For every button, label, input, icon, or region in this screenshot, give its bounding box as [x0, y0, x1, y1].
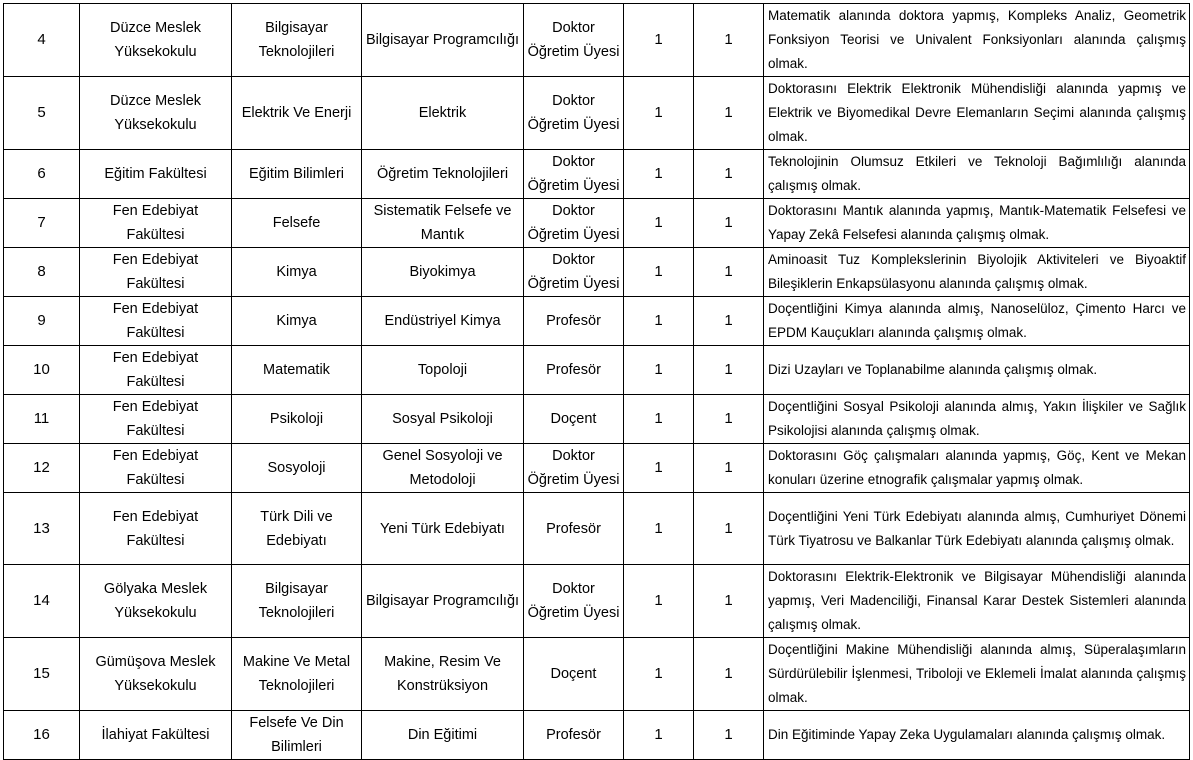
table-row [4, 199, 1190, 248]
department-name: Felsefe [232, 199, 362, 248]
position-count: 1 [694, 444, 764, 493]
table-row [4, 297, 1190, 346]
program-name: Bilgisayar Programcılığı [362, 4, 524, 77]
table-row [4, 346, 1190, 395]
table-row [4, 150, 1190, 199]
position-count: 1 [694, 346, 764, 395]
position-count: 1 [694, 493, 764, 565]
program-name: Sosyal Psikoloji [362, 395, 524, 444]
table-row [4, 77, 1190, 150]
row-number: 8 [4, 248, 80, 297]
table-body [4, 4, 1190, 760]
row-number: 5 [4, 77, 80, 150]
position-count: 1 [624, 297, 694, 346]
position-count: 1 [694, 199, 764, 248]
program-name: Endüstriyel Kimya [362, 297, 524, 346]
academic-title: Doktor Öğretim Üyesi [524, 248, 624, 297]
position-count: 1 [624, 199, 694, 248]
program-name: Öğretim Teknolojileri [362, 150, 524, 199]
row-number: 11 [4, 395, 80, 444]
position-count: 1 [694, 77, 764, 150]
department-name: Kimya [232, 297, 362, 346]
position-count: 1 [694, 395, 764, 444]
requirement-text: Doçentliğini Makine Mühendisliği alanında almış, Süperalaşımların Sürdürülebilir İşlenmesi, Triboloji ve Eklemeli İmalat alanında çalışmış olmak. [764, 638, 1190, 711]
position-count: 1 [694, 565, 764, 638]
position-count: 1 [624, 638, 694, 711]
department-name: Bilgisayar Teknolojileri [232, 565, 362, 638]
position-count: 1 [624, 346, 694, 395]
department-name: Türk Dili ve Edebiyatı [232, 493, 362, 565]
academic-title: Doktor Öğretim Üyesi [524, 4, 624, 77]
unit-name: Gümüşova Meslek Yüksekokulu [80, 638, 232, 711]
department-name: Felsefe Ve Din Bilimleri [232, 711, 362, 760]
position-count: 1 [694, 248, 764, 297]
department-name: Psikoloji [232, 395, 362, 444]
requirement-text: Teknolojinin Olumsuz Etkileri ve Teknoloji Bağımlılığı alanında çalışmış olmak. [764, 150, 1190, 199]
position-count: 1 [624, 565, 694, 638]
department-name: Kimya [232, 248, 362, 297]
department-name: Sosyoloji [232, 444, 362, 493]
department-name: Eğitim Bilimleri [232, 150, 362, 199]
unit-name: İlahiyat Fakültesi [80, 711, 232, 760]
unit-name: Gölyaka Meslek Yüksekokulu [80, 565, 232, 638]
requirement-text: Dizi Uzayları ve Toplanabilme alanında çalışmış olmak. [764, 346, 1190, 395]
academic-title: Doktor Öğretim Üyesi [524, 150, 624, 199]
row-number: 4 [4, 4, 80, 77]
requirement-text: Doktorasını Elektrik-Elektronik ve Bilgisayar Mühendisliği alanında yapmış, Veri Madenciliği, Finansal Karar Destek Sistemleri alanında çalışmış olmak. [764, 565, 1190, 638]
unit-name: Fen Edebiyat Fakültesi [80, 444, 232, 493]
requirement-text: Doçentliğini Kimya alanında almış, Nanoselüloz, Çimento Harcı ve EPDM Kauçukları alanında çalışmış olmak. [764, 297, 1190, 346]
position-count: 1 [694, 638, 764, 711]
unit-name: Fen Edebiyat Fakültesi [80, 395, 232, 444]
academic-title: Doçent [524, 395, 624, 444]
unit-name: Düzce Meslek Yüksekokulu [80, 4, 232, 77]
department-name: Elektrik Ve Enerji [232, 77, 362, 150]
program-name: Din Eğitimi [362, 711, 524, 760]
academic-title: Doktor Öğretim Üyesi [524, 199, 624, 248]
position-count: 1 [624, 711, 694, 760]
table-row [4, 638, 1190, 711]
table-row [4, 711, 1190, 760]
position-count: 1 [624, 77, 694, 150]
table-row [4, 395, 1190, 444]
academic-title: Doktor Öğretim Üyesi [524, 565, 624, 638]
row-number: 14 [4, 565, 80, 638]
row-number: 15 [4, 638, 80, 711]
requirement-text: Doktorasını Elektrik Elektronik Mühendisliği alanında yapmış ve Elektrik ve Biyomedikal Devre Elemanların Seçimi alanında çalışmış olmak. [764, 77, 1190, 150]
program-name: Sistematik Felsefe ve Mantık [362, 199, 524, 248]
program-name: Elektrik [362, 77, 524, 150]
unit-name: Fen Edebiyat Fakültesi [80, 493, 232, 565]
requirement-text: Doçentliğini Sosyal Psikoloji alanında almış, Yakın İlişkiler ve Sağlık Psikolojisi alanında çalışmış olmak. [764, 395, 1190, 444]
position-count: 1 [624, 395, 694, 444]
unit-name: Fen Edebiyat Fakültesi [80, 297, 232, 346]
requirement-text: Aminoasit Tuz Komplekslerinin Biyolojik Aktiviteleri ve Biyoaktif Bileşiklerin Enkapsülasyonu alanında çalışmış olmak. [764, 248, 1190, 297]
program-name: Yeni Türk Edebiyatı [362, 493, 524, 565]
position-count: 1 [694, 297, 764, 346]
requirement-text: Matematik alanında doktora yapmış, Kompleks Analiz, Geometrik Fonksiyon Teorisi ve Univalent Fonksiyonları alanında çalışmış olmak. [764, 4, 1190, 77]
unit-name: Fen Edebiyat Fakültesi [80, 248, 232, 297]
program-name: Makine, Resim Ve Konstrüksiyon [362, 638, 524, 711]
row-number: 16 [4, 711, 80, 760]
table-row [4, 444, 1190, 493]
requirement-text: Doktorasını Mantık alanında yapmış, Mantık-Matematik Felsefesi ve Yapay Zekâ Felsefesi alanında çalışmış olmak. [764, 199, 1190, 248]
program-name: Bilgisayar Programcılığı [362, 565, 524, 638]
academic-title: Profesör [524, 346, 624, 395]
academic-title: Profesör [524, 297, 624, 346]
academic-title: Doktor Öğretim Üyesi [524, 77, 624, 150]
department-name: Bilgisayar Teknolojileri [232, 4, 362, 77]
unit-name: Fen Edebiyat Fakültesi [80, 199, 232, 248]
table-row [4, 565, 1190, 638]
unit-name: Fen Edebiyat Fakültesi [80, 346, 232, 395]
position-count: 1 [694, 711, 764, 760]
position-count: 1 [624, 493, 694, 565]
academic-title: Profesör [524, 493, 624, 565]
academic-title: Doçent [524, 638, 624, 711]
academic-title: Doktor Öğretim Üyesi [524, 444, 624, 493]
position-count: 1 [624, 444, 694, 493]
table-row [4, 248, 1190, 297]
unit-name: Eğitim Fakültesi [80, 150, 232, 199]
department-name: Matematik [232, 346, 362, 395]
program-name: Genel Sosyoloji ve Metodoloji [362, 444, 524, 493]
program-name: Topoloji [362, 346, 524, 395]
row-number: 7 [4, 199, 80, 248]
requirement-text: Doktorasını Göç çalışmaları alanında yapmış, Göç, Kent ve Mekan konuları üzerine etnografik çalışmalar yapmış olmak. [764, 444, 1190, 493]
position-count: 1 [624, 4, 694, 77]
unit-name: Düzce Meslek Yüksekokulu [80, 77, 232, 150]
row-number: 6 [4, 150, 80, 199]
position-count: 1 [624, 150, 694, 199]
requirement-text: Doçentliğini Yeni Türk Edebiyatı alanında almış, Cumhuriyet Dönemi Türk Tiyatrosu ve Balkanlar Türk Edebiyatı alanında çalışmış olmak. [764, 493, 1190, 565]
row-number: 10 [4, 346, 80, 395]
position-count: 1 [694, 4, 764, 77]
program-name: Biyokimya [362, 248, 524, 297]
row-number: 12 [4, 444, 80, 493]
row-number: 13 [4, 493, 80, 565]
table-row [4, 4, 1190, 77]
position-count: 1 [624, 248, 694, 297]
positions-table [3, 3, 1190, 760]
academic-title: Profesör [524, 711, 624, 760]
department-name: Makine Ve Metal Teknolojileri [232, 638, 362, 711]
requirement-text: Din Eğitiminde Yapay Zeka Uygulamaları alanında çalışmış olmak. [764, 711, 1190, 760]
table-row [4, 493, 1190, 565]
position-count: 1 [694, 150, 764, 199]
row-number: 9 [4, 297, 80, 346]
